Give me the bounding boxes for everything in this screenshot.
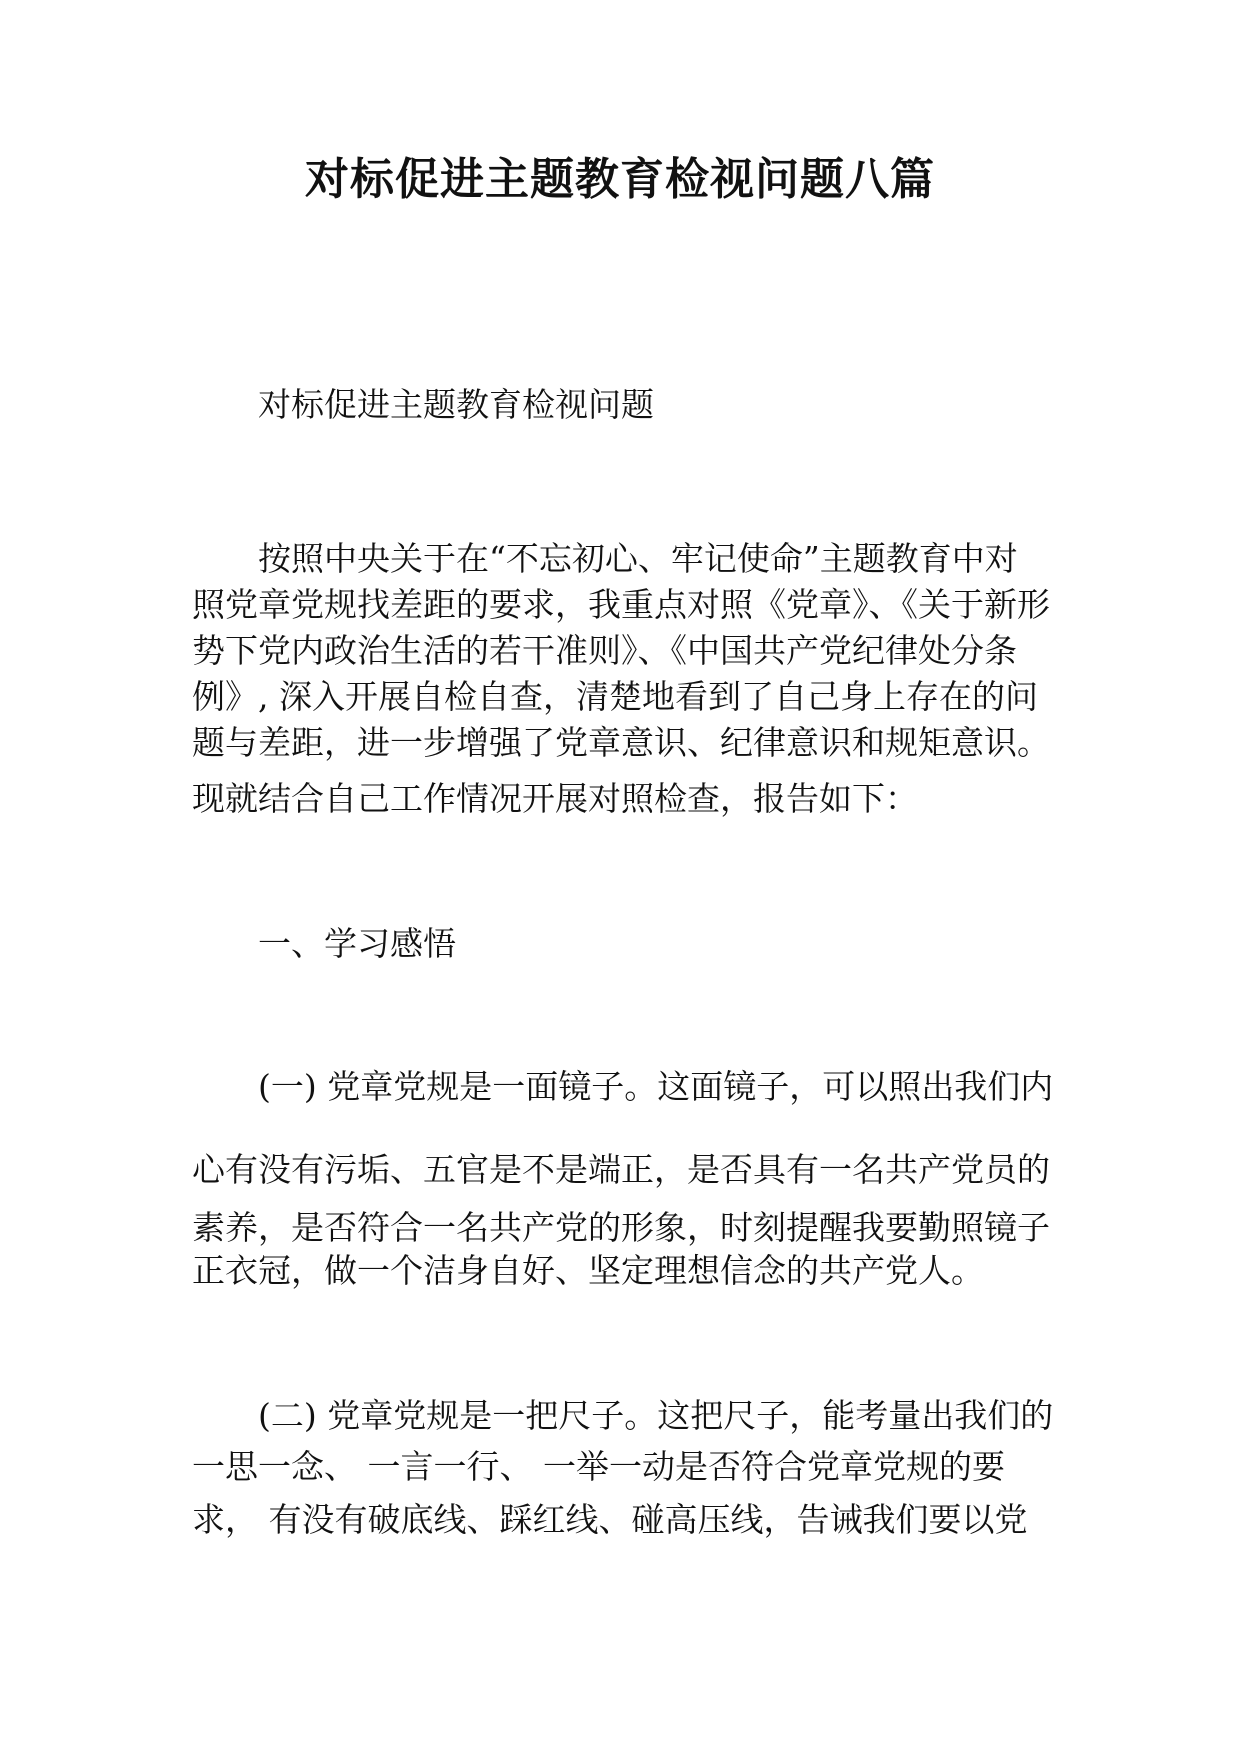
paragraph-line: (一) 党章党规是一面镜子。这面镜子，可以照出我们内 bbox=[258, 1067, 1054, 1106]
paragraph-line: 按照中央关于在“不忘初心、牢记使命”主题教育中对 bbox=[258, 539, 1018, 578]
paragraph-line: 照党章党规找差距的要求，我重点对照《党章》、《关于新形 bbox=[192, 585, 1050, 624]
section-heading: 一、学习感悟 bbox=[258, 924, 456, 963]
paragraph-line: 一思一念、 一言一行、 一举一动是否符合党章党规的要 bbox=[192, 1447, 1005, 1486]
paragraph-line: 正衣冠，做一个洁身自好、坚定理想信念的共产党人。 bbox=[192, 1251, 984, 1290]
paragraph-line: 现就结合自己工作情况开展对照检查，报告如下： bbox=[192, 779, 918, 818]
document-subtitle: 对标促进主题教育检视问题 bbox=[258, 385, 654, 424]
paragraph-line: (二) 党章党规是一把尺子。这把尺子，能考量出我们的 bbox=[258, 1396, 1054, 1435]
paragraph-line: 素养，是否符合一名共产党的形象，时刻提醒我要勤照镜子 bbox=[192, 1208, 1050, 1247]
document-title: 对标促进主题教育检视问题八篇 bbox=[305, 154, 935, 205]
paragraph-line: 势下党内政治生活的若干准则》、《中国共产党纪律处分条 bbox=[192, 631, 1017, 670]
paragraph-line: 题与差距，进一步增强了党章意识、纪律意识和规矩意识。 bbox=[192, 723, 1050, 762]
paragraph-line: 求， 有没有破底线、踩红线、碰高压线，告诫我们要以党 bbox=[192, 1500, 1028, 1539]
paragraph-line: 例》, 深入开展自检自查，清楚地看到了自己身上存在的问 bbox=[192, 677, 1038, 716]
paragraph-line: 心有没有污垢、五官是不是端正，是否具有一名共产党员的 bbox=[192, 1150, 1050, 1189]
